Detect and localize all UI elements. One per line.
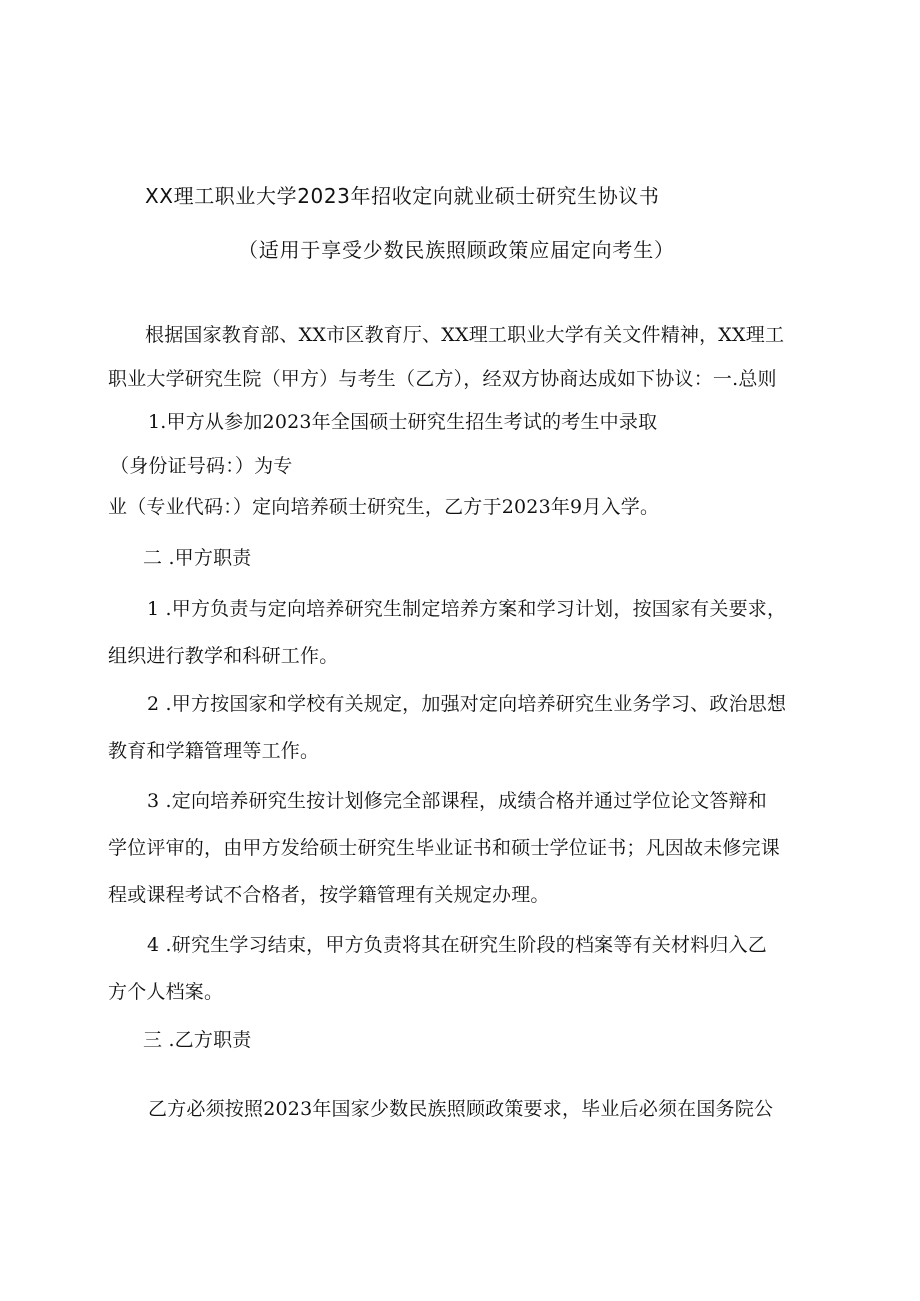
intro-paragraph-line: 职业大学研究生院（甲方）与考生（乙方），经双方协商达成如下协议：一.总则 — [108, 368, 777, 390]
section-item-line: 教育和学籍管理等工作。 — [108, 740, 320, 762]
intro-paragraph-line: 根据国家教育部、XX市区教育厅、XX理工职业大学有关文件精神，XX理工 — [145, 324, 785, 346]
general-item-line: （身份证号码：）为专 — [110, 455, 293, 477]
section-item-line: 4 .研究生学习结束，甲方负责将其在研究生阶段的档案等有关材料归入乙 — [147, 934, 767, 956]
section-item-line: 方个人档案。 — [108, 981, 224, 1003]
document-title: XX理工职业大学2023年招收定向就业硕士研究生协议书 — [145, 184, 660, 208]
section-item-line: 程或课程考试不合格者，按学籍管理有关规定办理。 — [108, 884, 550, 906]
document-subtitle: （适用于享受少数民族照顾政策应届定向考生） — [238, 238, 675, 262]
section-item-line: 3 .定向培养研究生按计划修完全部课程，成绩合格并通过学位论文答辩和 — [147, 790, 767, 812]
section-item-line: 学位评审的，由甲方发给硕士研究生毕业证书和硕士学位证书；凡因故未修完课 — [108, 837, 781, 859]
section-paragraph-line: 乙方必须按照2023年国家少数民族照顾政策要求，毕业后必须在国务院公 — [148, 1098, 774, 1120]
general-item-line: 业（专业代码：）定向培养硕士研究生，乙方于2023年9月入学。 — [108, 496, 660, 518]
section-item-line: 1 .甲方负责与定向培养研究生制定培养方案和学习计划，按国家有关要求， — [147, 598, 787, 620]
section-heading: 二 .甲方职责 — [143, 547, 252, 569]
section-item-line: 组织进行教学和科研工作。 — [108, 645, 339, 667]
section-heading: 三 .乙方职责 — [143, 1029, 252, 1051]
general-item-line: 1.甲方从参加2023年全国硕士研究生招生考试的考生中录取 — [148, 411, 658, 433]
section-item-line: 2 .甲方按国家和学校有关规定，加强对定向培养研究生业务学习、政治思想 — [147, 693, 787, 715]
